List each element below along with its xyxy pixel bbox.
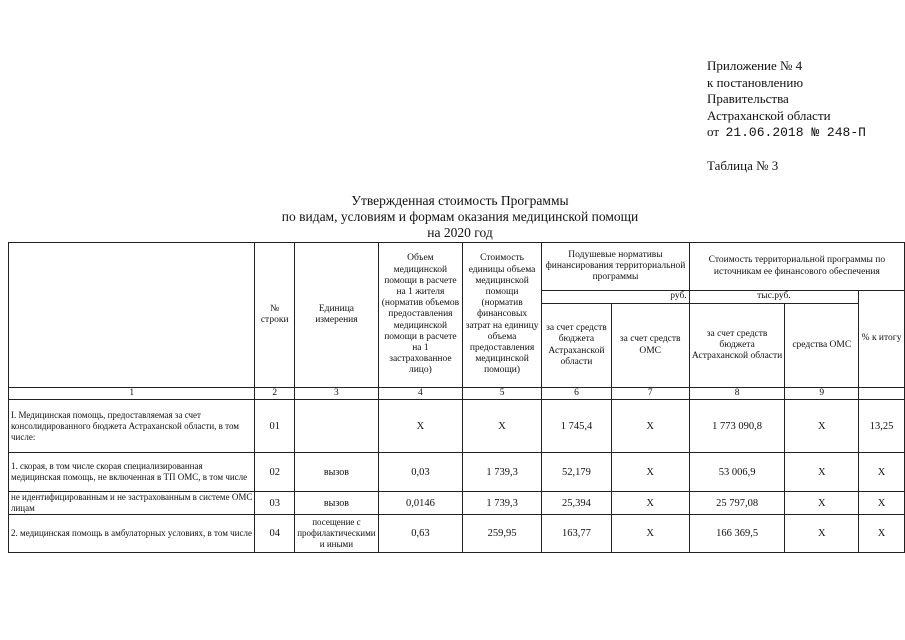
row-pc-budget: 52,179 (542, 453, 611, 492)
header-thousand-rub: тыс.руб. (689, 291, 858, 304)
row-unit: вызов (294, 453, 378, 492)
column-number: 2 (255, 388, 295, 400)
appendix-date-prefix: от (707, 124, 720, 139)
row-volume: 0,0146 (378, 492, 462, 515)
row-pc-oms: Х (611, 515, 689, 553)
row-name: 2. медицинская помощь в амбулаторных условиях, в том числе (9, 515, 255, 553)
row-unit: вызов (294, 492, 378, 515)
row-no: 02 (255, 453, 295, 492)
table-number: Таблица № 3 (707, 158, 779, 173)
header-volume: Объем медицинской помощи в расчете на 1 жителя (норматив объемов предоставления медицинской помощи в расчете на 1 застрахованное лицо) (378, 243, 462, 388)
row-c-oms: Х (785, 453, 859, 492)
table-row (9, 492, 905, 515)
column-number: 4 (378, 388, 462, 400)
header-percent: % к итогу (859, 291, 905, 388)
row-name: не идентифицированным и не застрахованным в системе ОМС лицам (9, 492, 255, 515)
row-name: I. Медицинская помощь, предоставляемая за счет консолидированного бюджета Астраханской области, в том числе: (9, 400, 255, 453)
appendix-date-line (707, 124, 866, 142)
header-budget-cost: за счет средств бюджета Астраханской области (689, 304, 785, 388)
row-c-oms: Х (785, 515, 859, 553)
header-per-capita-group: Подушевые нормативы финансирования территориальной программы (542, 243, 690, 291)
row-pct: Х (859, 515, 905, 553)
row-c-oms: Х (785, 492, 859, 515)
appendix-line: Астраханской области (707, 107, 831, 123)
table-row (9, 400, 905, 453)
row-pc-budget: 25,394 (542, 492, 611, 515)
header-budget-per-capita: за счет средств бюджета Астраханской области (542, 304, 611, 388)
header-rub: руб. (542, 291, 690, 304)
header-unit: Единица измерения (294, 243, 378, 388)
document-title (240, 193, 680, 241)
header-unit-cost: Стоимость единицы объема медицинской помощи (норматив финансовых затрат на единицу объема предоставления медицинской помощи) (462, 243, 541, 388)
header-name (9, 243, 255, 388)
column-number: 9 (785, 388, 859, 400)
row-pct: 13,25 (859, 400, 905, 453)
row-unit (294, 400, 378, 453)
row-pc-oms: Х (611, 400, 689, 453)
row-volume: 0,03 (378, 453, 462, 492)
row-volume: 0,63 (378, 515, 462, 553)
row-name: 1. скорая, в том числе скорая специализированная медицинская помощь, не включенная в ТП ОМС, в том числе (9, 453, 255, 492)
table-row (9, 453, 905, 492)
row-c-budget: 25 797,08 (689, 492, 785, 515)
appendix-date: 21.06.2018 № 248-П (725, 125, 866, 140)
appendix-line: Приложение № 4 (707, 58, 803, 73)
row-pc-budget: 1 745,4 (542, 400, 611, 453)
cost-table (8, 242, 905, 553)
row-no: 01 (255, 400, 295, 453)
row-no: 04 (255, 515, 295, 553)
appendix-line: Правительства (707, 91, 789, 106)
row-pc-oms: Х (611, 492, 689, 515)
column-number (859, 388, 905, 400)
header-oms-cost: средства ОМС (785, 304, 859, 388)
title-line: по видам, условиям и формам оказания медицинской помощи (281, 209, 639, 224)
header-cost-group: Стоимость территориальной программы по источникам ее финансового обеспечения (689, 243, 904, 291)
row-cost: 1 739,3 (462, 492, 541, 515)
row-pct: Х (859, 453, 905, 492)
row-volume: Х (378, 400, 462, 453)
column-number: 6 (542, 388, 611, 400)
row-unit: посещение с профилактическими и иными (294, 515, 378, 553)
title-line: на 2020 год (427, 225, 493, 240)
appendix-line: к постановлению (707, 74, 804, 90)
column-number: 7 (611, 388, 689, 400)
row-pct: Х (859, 492, 905, 515)
row-pc-oms: Х (611, 453, 689, 492)
row-c-budget: 166 369,5 (689, 515, 785, 553)
row-c-oms: Х (785, 400, 859, 453)
row-c-budget: 1 773 090,8 (689, 400, 785, 453)
header-oms-per-capita: за счет средств ОМС (611, 304, 689, 388)
column-number: 3 (294, 388, 378, 400)
row-cost: 259,95 (462, 515, 541, 553)
row-no: 03 (255, 492, 295, 515)
appendix-block (707, 58, 866, 142)
column-number: 8 (689, 388, 785, 400)
row-pc-budget: 163,77 (542, 515, 611, 553)
column-number: 5 (462, 388, 541, 400)
title-line: Утвержденная стоимость Программы (351, 193, 569, 208)
header-row-no: № строки (255, 243, 295, 388)
column-numbers-row (9, 388, 905, 400)
row-cost: 1 739,3 (462, 453, 541, 492)
row-c-budget: 53 006,9 (689, 453, 785, 492)
table-row (9, 515, 905, 553)
row-cost: Х (462, 400, 541, 453)
column-number: 1 (9, 388, 255, 400)
